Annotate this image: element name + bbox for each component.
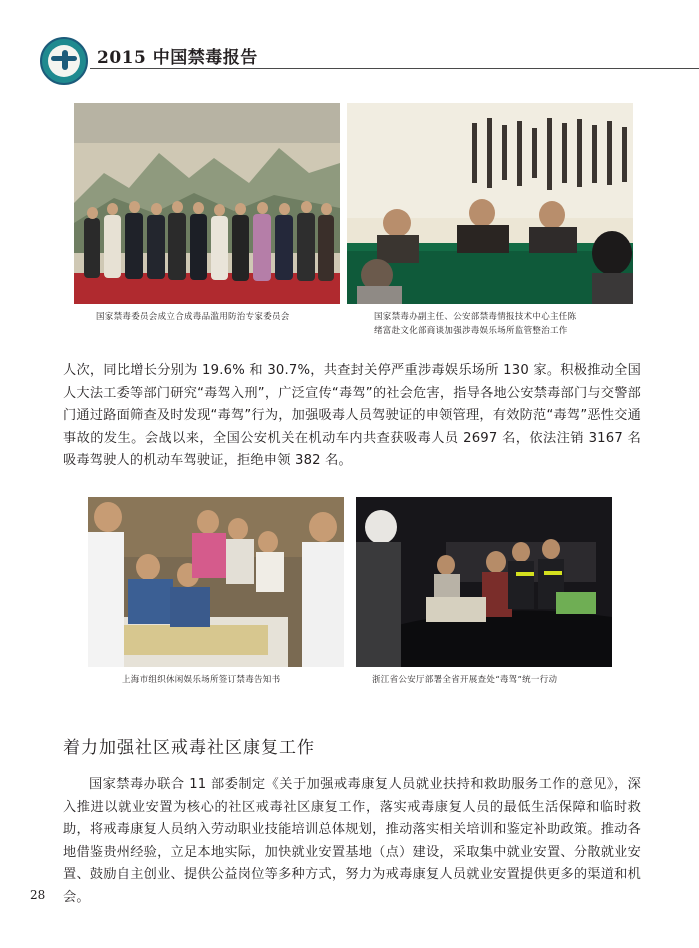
photo-expert-committee [74, 103, 340, 304]
photo-caption: 国家禁毒办副主任、公安部禁毒情报技术中心主任陈 绪富赴文化部商谈加强涉毒娱乐场所监管整治工作 [374, 312, 577, 336]
page-number: 28 [30, 888, 46, 902]
body-paragraph: 国家禁毒办联合 11 部委制定《关于加强戒毒康复人员就业扶持和救助服务工作的意见》，深入推进以就业安置为核心的社区戒毒社区康复工作，落实戒毒康复人员的最低生活保障和临时救助，将戒毒康复人员纳入劳动职业技能培训总体规划，推动落实相关培训和鉴定补助政策。推动各地借鉴贵州经验，立足本地实际，加快就业安置基地（点）建设，采取集中就业安置、分散就业安置、鼓励自主创业、提供公益岗位等多种方式，努力为戒毒康复人员就业安置提供更多的渠道和机会。 [63, 777, 641, 905]
photo-caption: 上海市组织休闲娱乐场所签订禁毒告知书 [122, 675, 281, 685]
photo-caption: 浙江省公安厅部署全省开展查处“毒驾”统一行动 [372, 675, 558, 685]
meeting-photo-image [347, 103, 633, 304]
photo-culture-ministry-meeting [347, 103, 633, 304]
photo-shanghai-signing [88, 497, 344, 667]
header-divider [90, 68, 699, 69]
body-paragraph: 人次，同比增长分别为 19.6% 和 30.7%，共查封关停严重涉毒娱乐场所 130 家。积极推动全国人大法工委等部门研究“毒驾入刑”，广泛宣传“毒驾”的社会危害，指导各地公安禁毒部门与交警部门通过路面筛查及时发现“毒驾”行为，加强吸毒人员驾驶证的申领管理，有效防范“毒驾”恶性交通事故的发生。会战以来，全国公安机关在机动车内共查获吸毒人员 2697 名，依法注销 3167 名吸毒驾驶人的机动车驾驶证，拒绝申领 382 名。 [63, 363, 641, 468]
page-header [0, 0, 699, 80]
report-title: 2015 中国禁毒报告 [97, 48, 258, 68]
night-check-photo-image [356, 497, 612, 667]
photo-caption: 国家禁毒委员会成立合成毒品滥用防治专家委员会 [96, 312, 290, 322]
section-heading: 着力加强社区戒毒社区康复工作 [63, 738, 315, 758]
photo-zhejiang-drug-driving-check [356, 497, 612, 667]
signing-photo-image [88, 497, 344, 667]
emblem-logo [40, 37, 88, 85]
